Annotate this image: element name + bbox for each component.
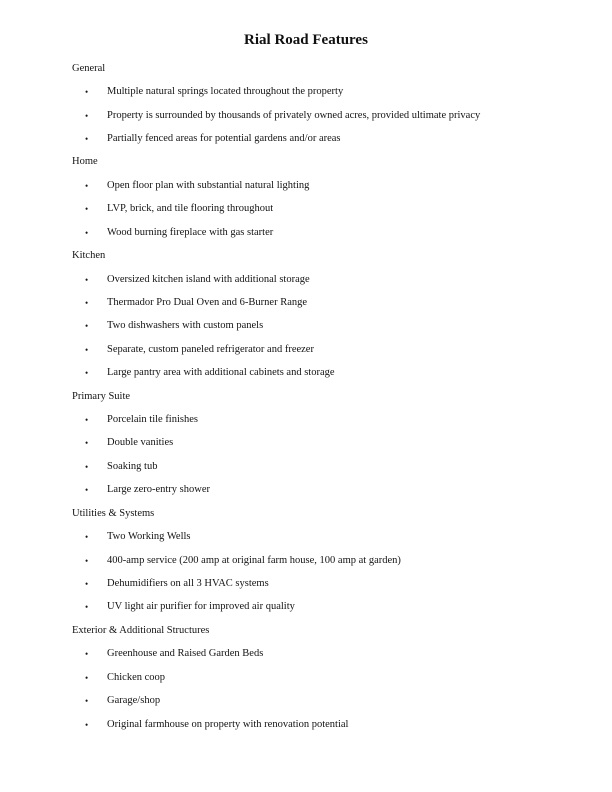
list-item-text: Garage/shop	[107, 695, 161, 707]
list-item-text: Open floor plan with substantial natural lighting	[107, 179, 310, 191]
section-heading: Utilities & Systems	[72, 507, 155, 519]
list-item	[72, 174, 540, 197]
bullet-icon: •	[85, 578, 89, 589]
list-item	[72, 666, 540, 689]
bullet-icon: •	[85, 485, 89, 496]
bullet-icon: •	[85, 415, 89, 426]
bullet-icon: •	[85, 649, 89, 660]
list-item	[72, 338, 540, 361]
list-item-text: Two dishwashers with custom panels	[107, 320, 264, 332]
bullet-icon: •	[85, 133, 89, 144]
list-item-text: Chicken coop	[107, 671, 166, 683]
list-item-text: Double vanities	[107, 437, 174, 449]
bullet-icon: •	[85, 297, 89, 308]
bullet-icon: •	[85, 204, 89, 215]
list-item	[72, 549, 540, 572]
list-item-text: Property is surrounded by thousands of privately owned acres, provided ultimate privacy	[107, 109, 481, 121]
bullet-icon: •	[85, 321, 89, 332]
list-item-text: 400-amp service (200 amp at original farm house, 100 amp at garden)	[107, 554, 401, 566]
list-item-text: Separate, custom paneled refrigerator and freezer	[107, 343, 314, 355]
bullet-icon: •	[85, 274, 89, 285]
list-item-text: Two Working Wells	[107, 531, 191, 543]
list-item-text: Thermador Pro Dual Oven and 6-Burner Range	[107, 296, 308, 308]
bullet-icon: •	[85, 344, 89, 355]
list-item	[72, 408, 540, 431]
document-title: Rial Road Features	[244, 32, 368, 48]
list-item	[72, 432, 540, 455]
list-item-text: Porcelain tile finishes	[107, 414, 198, 426]
list-item-text: UV light air purifier for improved air quality	[107, 601, 295, 613]
list-item	[72, 643, 540, 666]
bullet-icon: •	[85, 110, 89, 121]
bullet-icon: •	[85, 696, 89, 707]
list-item	[72, 689, 540, 712]
list-item-text: Large zero-entry shower	[107, 484, 211, 496]
bullet-icon: •	[85, 555, 89, 566]
bullet-icon: •	[85, 227, 89, 238]
list-item	[72, 221, 540, 244]
list-item-text: Large pantry area with additional cabinets and storage	[107, 367, 335, 379]
list-item	[72, 361, 540, 384]
list-item	[72, 572, 540, 595]
list-item	[72, 315, 540, 338]
list-item	[72, 596, 540, 619]
list-item	[72, 455, 540, 478]
list-item-text: Oversized kitchen island with additional storage	[107, 273, 310, 285]
list-item-text: Original farmhouse on property with renovation potential	[107, 718, 349, 730]
list-item-text: Multiple natural springs located throughout the property	[107, 86, 344, 98]
list-item	[72, 198, 540, 221]
list-item-text: Wood burning fireplace with gas starter	[107, 226, 274, 238]
list-item	[72, 127, 540, 150]
document-body	[72, 57, 540, 736]
bullet-icon: •	[85, 87, 89, 98]
list-item	[72, 525, 540, 548]
list-item	[72, 104, 540, 127]
list-item	[72, 479, 540, 502]
bullet-icon: •	[85, 461, 89, 472]
bullet-icon: •	[85, 438, 89, 449]
bullet-icon: •	[85, 719, 89, 730]
bullet-icon: •	[85, 672, 89, 683]
list-item	[72, 80, 540, 103]
list-item	[72, 713, 540, 736]
section-heading: Kitchen	[72, 250, 106, 262]
list-item-text: Greenhouse and Raised Garden Beds	[107, 648, 264, 660]
list-item	[72, 291, 540, 314]
bullet-icon: •	[85, 368, 89, 379]
list-item-text: LVP, brick, and tile flooring throughout	[107, 203, 274, 215]
section-heading: Home	[72, 156, 98, 168]
bullet-icon: •	[85, 532, 89, 543]
list-item-text: Soaking tub	[107, 460, 158, 472]
bullet-icon: •	[85, 602, 89, 613]
list-item-text: Partially fenced areas for potential gardens and/or areas	[107, 132, 341, 144]
list-item-text: Dehumidifiers on all 3 HVAC systems	[107, 577, 269, 589]
section-heading: Primary Suite	[72, 390, 131, 402]
section-heading: General	[72, 62, 106, 74]
section-heading: Exterior & Additional Structures	[72, 624, 210, 636]
bullet-icon: •	[85, 180, 89, 191]
list-item	[72, 268, 540, 291]
